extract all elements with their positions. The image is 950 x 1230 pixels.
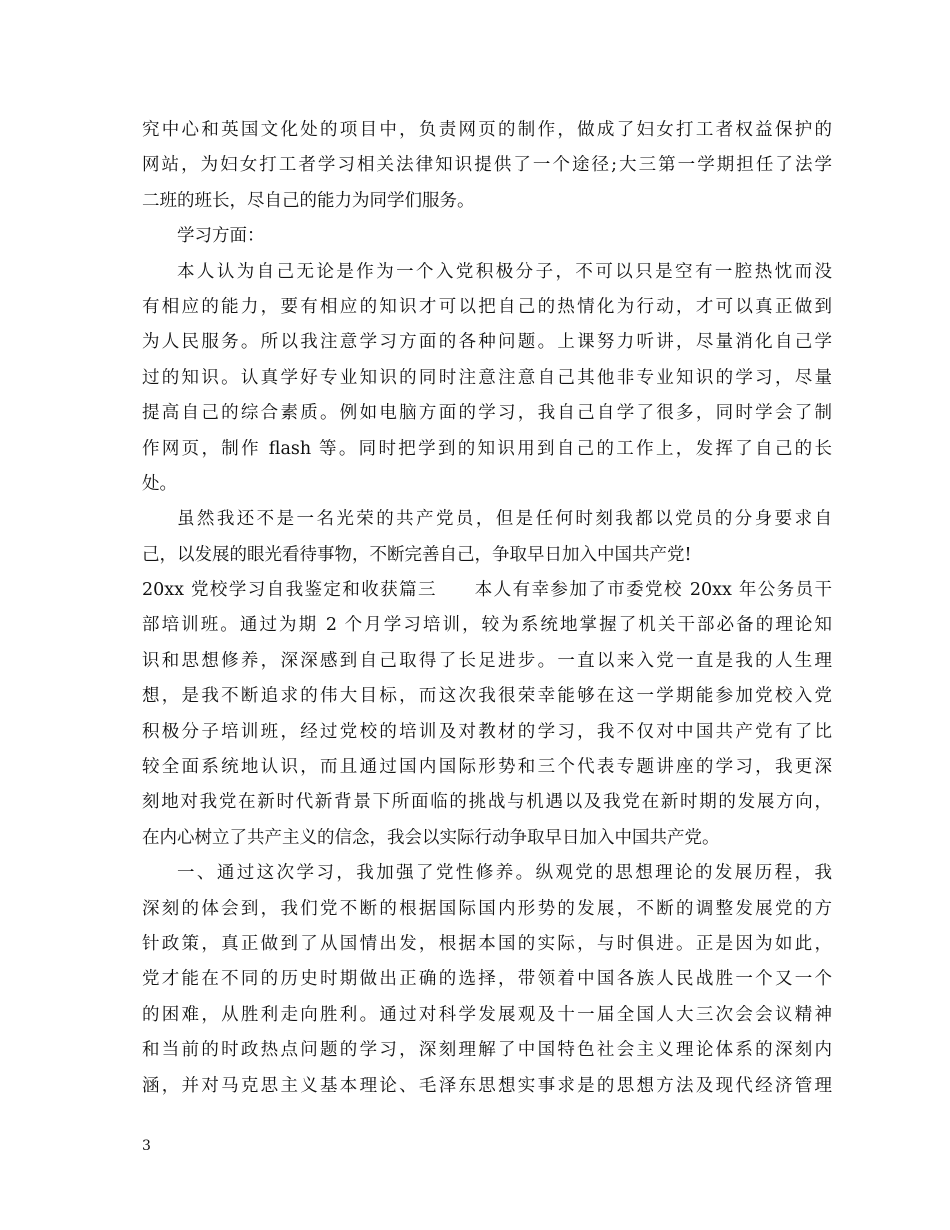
text-line: 作网页，制作 flash 等。同时把学到的知识用到自己的工作上，发挥了自己的长 bbox=[142, 438, 832, 459]
text-line: 虽然我还不是一名光荣的共产党员，但是任何时刻我都以党员的分身要求自 bbox=[177, 509, 832, 530]
text-line: 网站，为妇女打工者学习相关法律知识提供了一个途径;大三第一学期担任了法学 bbox=[142, 155, 832, 176]
text-line: 提高自己的综合素质。例如电脑方面的学习，我自己自学了很多，同时学会了制 bbox=[142, 403, 832, 424]
text-line: 识和思想修养，深深感到自己取得了长足进步。一直以来入党一直是我的人生理 bbox=[142, 650, 832, 671]
text-line: 究中心和英国文化处的项目中，负责网页的制作，做成了妇女打工者权益保护的 bbox=[142, 120, 832, 140]
text-line: 积极分子培训班，经过党校的培训及对教材的学习，我不仅对中国共产党有了比 bbox=[142, 721, 832, 742]
text-line: 刻地对我党在新时代新背景下所面临的挑战与机遇以及我党在新时期的发展方向， bbox=[142, 792, 832, 813]
text-line: 20xx 党校学习自我鉴定和收获篇三 本人有幸参加了市委党校 20xx 年公务员干 bbox=[142, 580, 832, 601]
text-line: 在内心树立了共产主义的信念，我会以实际行动争取早日加入中国共产党。 bbox=[142, 827, 720, 848]
document-body bbox=[142, 113, 832, 1104]
text-line: 二班的班长，尽自己的能力为同学们服务。 bbox=[142, 190, 475, 211]
text-line: 一、通过这次学习，我加强了党性修养。纵观党的思想理论的发展历程，我 bbox=[177, 863, 832, 884]
text-line: 深刻的体会到，我们党不断的根据国际国内形势的发展，不断的调整发展党的方 bbox=[142, 898, 832, 919]
text-line: 的困难，从胜利走向胜利。通过对科学发展观及十一届全国人大三次会会议精神 bbox=[142, 1004, 832, 1025]
text-line: 学习方面： bbox=[177, 226, 265, 247]
text-line: 想，是我不断追求的伟大目标，而这次我很荣幸能够在这一学期能参加党校入党 bbox=[142, 686, 832, 707]
text-line: 处。 bbox=[142, 473, 177, 494]
text-line: 有相应的能力，要有相应的知识才可以把自己的热情化为行动，才可以真正做到 bbox=[142, 296, 832, 317]
text-line: 党才能在不同的历史时期做出正确的选择，带领着中国各族人民战胜一个又一个 bbox=[142, 969, 832, 990]
text-line: 针政策，真正做到了从国情出发，根据本国的实际，与时俱进。正是因为如此， bbox=[142, 933, 832, 954]
text-line: 过的知识。认真学好专业知识的同时注意注意自己其他非专业知识的学习，尽量 bbox=[142, 367, 832, 388]
text-line: 己，以发展的眼光看待事物，不断完善自己，争取早日加入中国共产党! bbox=[142, 544, 692, 565]
text-line: 为人民服务。所以我注意学习方面的各种问题。上课努力听讲，尽量消化自己学 bbox=[142, 332, 832, 353]
page-number: 3 bbox=[142, 1138, 151, 1154]
text-line: 较全面系统地认识，而且通过国内国际形势和三个代表专题讲座的学习，我更深 bbox=[142, 757, 832, 778]
text-line: 涵，并对马克思主义基本理论、毛泽东思想实事求是的思想方法及现代经济管理 bbox=[142, 1075, 832, 1096]
text-line: 本人认为自己无论是作为一个入党积极分子，不可以只是空有一腔热忱而没 bbox=[177, 261, 832, 282]
text-line: 部培训班。通过为期 2 个月学习培训，较为系统地掌握了机关干部必备的理论知 bbox=[142, 615, 832, 636]
text-line: 和当前的时政热点问题的学习，深刻理解了中国特色社会主义理论体系的深刻内 bbox=[142, 1040, 832, 1061]
